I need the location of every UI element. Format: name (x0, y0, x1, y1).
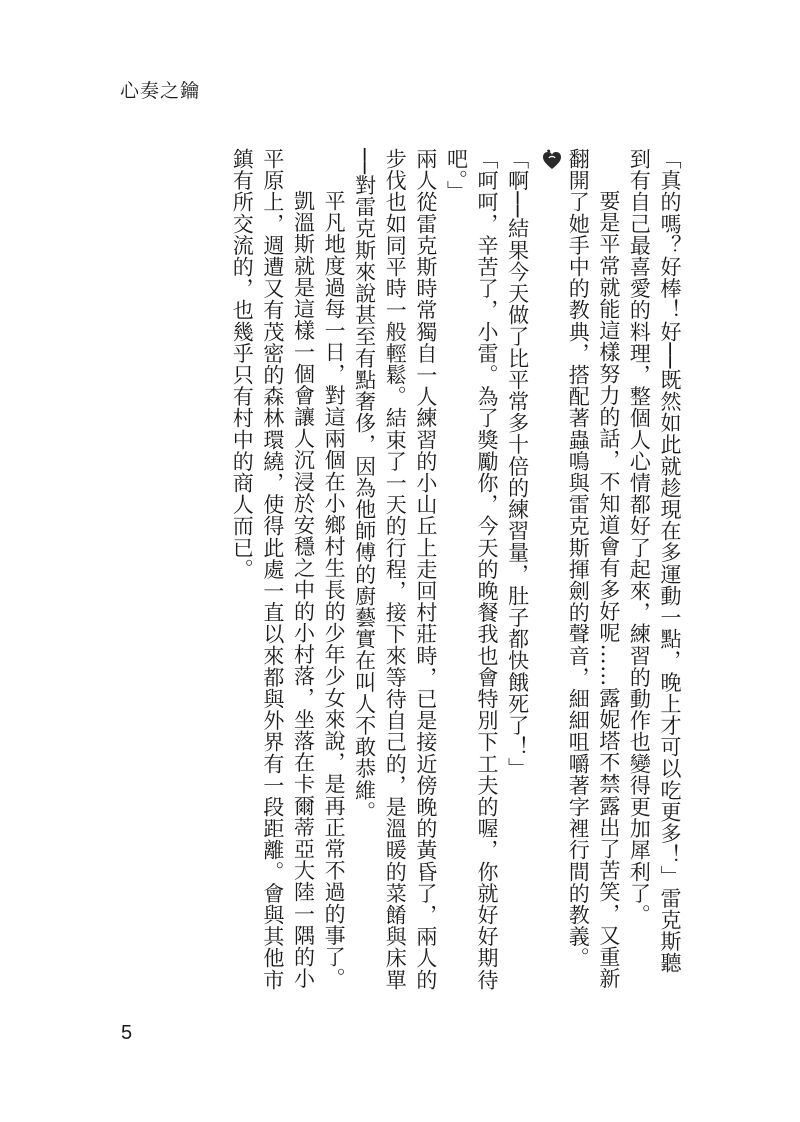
paragraph: 凱溫斯就是這樣一個會讓人沉浸於安穩之中的小村落，坐落在卡爾蒂亞大陸一隅的小平原上，週遭又有茂密的森林環繞，使得此處一直以來都與外界有一段距離。會與其他市鎮有所交流的，也幾乎只有村中的商人而已。 (230, 148, 316, 991)
page-number: 5 (121, 1022, 133, 1044)
paragraph: 平凡地度過每一日，對這兩個在小鄉村生長的少年少女來說，是再正常不過的事了。 (322, 190, 347, 990)
heart-flourish-icon (541, 148, 563, 172)
section-break-ornament (533, 148, 563, 170)
body-text (120, 148, 685, 993)
running-header: 心奏之鑰 (120, 80, 201, 102)
paragraph: 兩人從雷克斯時常獨自一人練習的小山丘上走回村莊時，已是接近傍晚的黃昏了，兩人的步伐也如同平時一般輕鬆。結束了一天的行程，接下來等待自己的，是溫暖的菜餚與床單──對雷克斯來說甚至有點奢侈，因為他師傅的廚藝實在叫人不敢恭維。 (352, 148, 438, 991)
paragraph: 「真的嗎？好棒！好──既然如此就趁現在多運動一點，晚上才可以吃更多！」雷克斯聽到有自己最喜愛的料理，整個人心情都好了起來，練習的動作也變得更加犀利了。 (627, 148, 682, 974)
paragraph: 要是平常就能這樣努力的話，不知道會有多好呢……露妮塔不禁露出了苦笑，又重新翻開了她手中的教典，搭配著蟲鳴與雷克斯揮劍的聲音，細細咀嚼著字裡行間的教義。 (566, 148, 621, 990)
paragraph: 「呵呵，辛苦了，小雷。為了獎勵你，今天的晚餐我也會特別下工夫的喔，你就好好期待吧。」 (444, 148, 500, 991)
paragraph: 「啊──結果今天做了比平常多十倍的練習量，肚子都快餓死了！」 (505, 148, 530, 780)
